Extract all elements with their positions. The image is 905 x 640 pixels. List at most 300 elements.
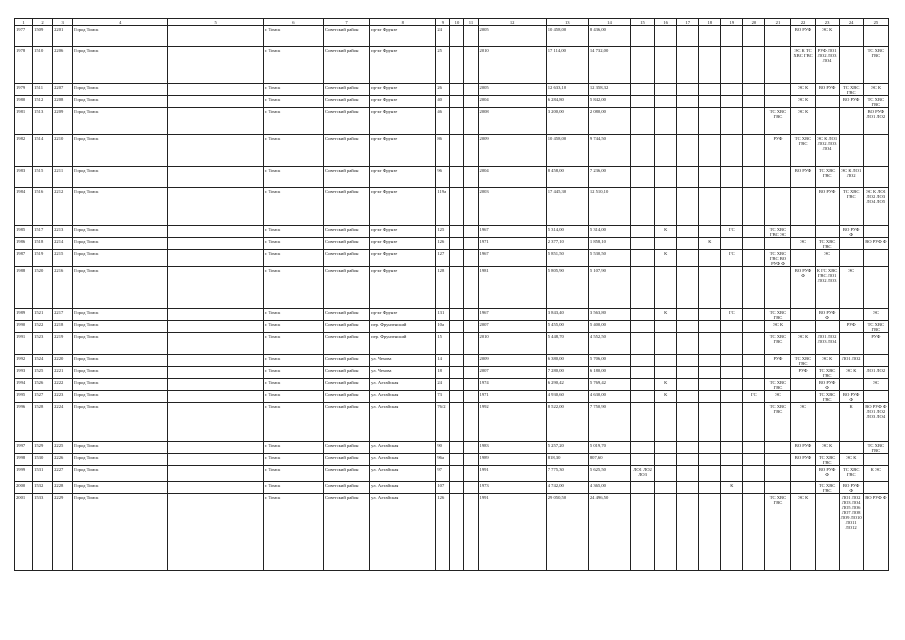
table-cell-col-19 bbox=[721, 379, 743, 391]
table-cell-col-24: ТС ХВС ГВС bbox=[839, 84, 863, 96]
table-cell-col-23: ВО РУФ Ф bbox=[815, 379, 839, 391]
table-cell-col-22: ЭС К bbox=[791, 96, 815, 108]
table-cell-col-7: Советский район bbox=[324, 391, 370, 403]
table-cell-col-7: Советский район bbox=[324, 226, 370, 238]
table-cell-col-18 bbox=[699, 26, 721, 47]
table-cell-col-23 bbox=[815, 403, 839, 442]
table-cell-col-2: 1516 bbox=[33, 188, 53, 226]
table-cell-col-7: Советский район bbox=[324, 333, 370, 355]
table-cell-col-12: 2007 bbox=[478, 367, 546, 379]
table-cell-col-18 bbox=[699, 267, 721, 309]
table-cell-col-18 bbox=[699, 135, 721, 167]
table-cell-col-10 bbox=[450, 267, 464, 309]
table-cell-col-20 bbox=[743, 267, 765, 309]
table-cell-col-6: г. Томск bbox=[263, 466, 323, 482]
table-cell-col-16: К bbox=[655, 309, 677, 321]
table-cell-col-15 bbox=[631, 135, 655, 167]
table-cell-col-22 bbox=[791, 482, 815, 494]
table-cell-col-11 bbox=[464, 355, 478, 367]
table-cell-col-18 bbox=[699, 108, 721, 135]
table-cell-col-21: ТС ХВС ГВС bbox=[765, 309, 791, 321]
table-row bbox=[15, 442, 889, 454]
table-cell-col-4: Город Томск bbox=[73, 442, 168, 454]
table-cell-col-5 bbox=[168, 482, 263, 494]
table-cell-col-22 bbox=[791, 309, 815, 321]
table-cell-col-7: Советский район bbox=[324, 482, 370, 494]
table-cell-col-1: 1989 bbox=[15, 309, 33, 321]
table-cell-col-9: 128 bbox=[436, 267, 450, 309]
table-cell-col-4: Город Томск bbox=[73, 267, 168, 309]
table-cell-col-3: 2215 bbox=[53, 250, 73, 267]
table-cell-col-25: К ЭС bbox=[863, 466, 888, 482]
table-cell-col-17 bbox=[677, 391, 699, 403]
column-number-cell: 8 bbox=[370, 19, 436, 26]
table-cell-col-16 bbox=[655, 167, 677, 188]
table-cell-col-24 bbox=[839, 250, 863, 267]
table-cell-col-10 bbox=[450, 403, 464, 442]
table-cell-col-25: ЛО1 ЛО2 bbox=[863, 367, 888, 379]
column-number-cell: 12 bbox=[478, 19, 546, 26]
table-cell-col-14: 2 080,00 bbox=[588, 108, 630, 135]
table-cell-col-20 bbox=[743, 226, 765, 238]
table-cell-col-16 bbox=[655, 367, 677, 379]
table-cell-col-25 bbox=[863, 135, 888, 167]
table-cell-col-8: ул. Алтайская bbox=[370, 494, 436, 571]
table-cell-col-19 bbox=[721, 267, 743, 309]
table-cell-col-15 bbox=[631, 321, 655, 333]
table-cell-col-6: г. Томск bbox=[263, 454, 323, 466]
table-cell-col-2: 1522 bbox=[33, 321, 53, 333]
table-cell-col-21: ТС ХВС ГВС bbox=[765, 108, 791, 135]
table-cell-col-1: 1983 bbox=[15, 167, 33, 188]
column-number-cell: 2 bbox=[33, 19, 53, 26]
table-cell-col-2: 1525 bbox=[33, 367, 53, 379]
table-cell-col-10 bbox=[450, 391, 464, 403]
table-cell-col-18: К bbox=[699, 238, 721, 250]
table-cell-col-2: 1517 bbox=[33, 226, 53, 238]
table-cell-col-20 bbox=[743, 403, 765, 442]
table-cell-col-5 bbox=[168, 250, 263, 267]
table-cell-col-23: РУФ ЛО1 ЛО2 ЛО3 ЛО4 bbox=[815, 47, 839, 84]
table-cell-col-15 bbox=[631, 333, 655, 355]
table-cell-col-8: пр-кт Фрунзе bbox=[370, 108, 436, 135]
table-cell-col-11 bbox=[464, 403, 478, 442]
table-cell-col-14: 12 358,32 bbox=[588, 84, 630, 96]
table-cell-col-25: ТС ХВС ГВС bbox=[863, 96, 888, 108]
table-cell-col-18 bbox=[699, 482, 721, 494]
table-cell-col-23: ВО РУФ Ф bbox=[815, 309, 839, 321]
table-cell-col-8: ул. Алтайская bbox=[370, 466, 436, 482]
table-cell-col-8: ул. Алтайская bbox=[370, 454, 436, 466]
table-cell-col-8: ул. Алтайская bbox=[370, 379, 436, 391]
table-cell-col-16 bbox=[655, 494, 677, 571]
table-cell-col-9: 40 bbox=[436, 96, 450, 108]
column-number-cell: 24 bbox=[839, 19, 863, 26]
table-cell-col-20 bbox=[743, 321, 765, 333]
table-cell-col-24: ЭС К ЛО1 ЛО2 bbox=[839, 167, 863, 188]
table-cell-col-1: 1994 bbox=[15, 379, 33, 391]
table-cell-col-21 bbox=[765, 167, 791, 188]
table-cell-col-24 bbox=[839, 442, 863, 454]
table-cell-col-11 bbox=[464, 84, 478, 96]
column-number-cell: 21 bbox=[765, 19, 791, 26]
table-cell-col-20 bbox=[743, 482, 765, 494]
table-cell-col-3: 2224 bbox=[53, 403, 73, 442]
table-cell-col-20 bbox=[743, 188, 765, 226]
table-cell-col-15 bbox=[631, 250, 655, 267]
table-cell-col-8: пр-кт Фрунзе bbox=[370, 267, 436, 309]
table-cell-col-6: г. Томск bbox=[263, 135, 323, 167]
table-cell-col-18 bbox=[699, 84, 721, 96]
table-cell-col-20 bbox=[743, 108, 765, 135]
table-cell-col-23: ЛО1 ЛО2 ЛО3 ЛО4 bbox=[815, 333, 839, 355]
table-cell-col-7: Советский район bbox=[324, 355, 370, 367]
table-cell-col-17 bbox=[677, 238, 699, 250]
table-cell-col-25: ТС ХВС ГВС bbox=[863, 47, 888, 84]
table-cell-col-15 bbox=[631, 108, 655, 135]
table-cell-col-4: Город Томск bbox=[73, 466, 168, 482]
table-cell-col-8: пр-кт Фрунзе bbox=[370, 135, 436, 167]
table-cell-col-21 bbox=[765, 466, 791, 482]
table-cell-col-10 bbox=[450, 26, 464, 47]
table-cell-col-2: 1518 bbox=[33, 238, 53, 250]
table-cell-col-7: Советский район bbox=[324, 188, 370, 226]
table-cell-col-19 bbox=[721, 84, 743, 96]
table-cell-col-8: пр-кт Фрунзе bbox=[370, 84, 436, 96]
column-number-cell: 4 bbox=[73, 19, 168, 26]
table-cell-col-16 bbox=[655, 442, 677, 454]
table-cell-col-25: ЭС bbox=[863, 379, 888, 391]
table-cell-col-14: 8 436,00 bbox=[588, 26, 630, 47]
table-cell-col-17 bbox=[677, 379, 699, 391]
table-row bbox=[15, 391, 889, 403]
table-cell-col-5 bbox=[168, 167, 263, 188]
table-cell-col-8: ул. Чехова bbox=[370, 367, 436, 379]
table-cell-col-5 bbox=[168, 84, 263, 96]
table-cell-col-21 bbox=[765, 47, 791, 84]
table-cell-col-13: 6 380,00 bbox=[546, 355, 588, 367]
table-cell-col-10 bbox=[450, 494, 464, 571]
table-cell-col-15 bbox=[631, 47, 655, 84]
table-cell-col-20 bbox=[743, 333, 765, 355]
column-number-cell: 5 bbox=[168, 19, 263, 26]
table-cell-col-5 bbox=[168, 379, 263, 391]
table-cell-col-16 bbox=[655, 26, 677, 47]
table-cell-col-17 bbox=[677, 26, 699, 47]
table-cell-col-22: ЭС К ТС ХВС ГВС bbox=[791, 47, 815, 84]
table-cell-col-25 bbox=[863, 391, 888, 403]
table-cell-col-3: 2217 bbox=[53, 309, 73, 321]
table-cell-col-22 bbox=[791, 379, 815, 391]
table-cell-col-24: ТС ХВС ГВС bbox=[839, 466, 863, 482]
table-cell-col-18 bbox=[699, 188, 721, 226]
table-cell-col-17 bbox=[677, 321, 699, 333]
column-number-cell: 25 bbox=[863, 19, 888, 26]
table-cell-col-18 bbox=[699, 333, 721, 355]
table-cell-col-16 bbox=[655, 403, 677, 442]
table-cell-col-15 bbox=[631, 238, 655, 250]
table-cell-col-20 bbox=[743, 84, 765, 96]
table-cell-col-5 bbox=[168, 494, 263, 571]
table-cell-col-12: 1971 bbox=[478, 391, 546, 403]
table-cell-col-4: Город Томск bbox=[73, 47, 168, 84]
table-cell-col-12: 2010 bbox=[478, 47, 546, 84]
table-cell-col-10 bbox=[450, 135, 464, 167]
table-cell-col-23: ЭС К bbox=[815, 26, 839, 47]
table-cell-col-24: ЭС bbox=[839, 267, 863, 309]
table-cell-col-5 bbox=[168, 135, 263, 167]
table-cell-col-5 bbox=[168, 333, 263, 355]
table-cell-col-3: 2210 bbox=[53, 135, 73, 167]
table-cell-col-13: 8 522,00 bbox=[546, 403, 588, 442]
table-cell-col-12: 2003 bbox=[478, 188, 546, 226]
table-cell-col-5 bbox=[168, 96, 263, 108]
table-cell-col-7: Советский район bbox=[324, 47, 370, 84]
table-cell-col-3: 2208 bbox=[53, 96, 73, 108]
table-cell-col-7: Советский район bbox=[324, 108, 370, 135]
column-number-cell: 22 bbox=[791, 19, 815, 26]
table-cell-col-11 bbox=[464, 267, 478, 309]
table-cell-col-12: 1967 bbox=[478, 250, 546, 267]
table-cell-col-20 bbox=[743, 135, 765, 167]
table-cell-col-19 bbox=[721, 167, 743, 188]
column-number-cell: 13 bbox=[546, 19, 588, 26]
table-cell-col-1: 1982 bbox=[15, 135, 33, 167]
table-cell-col-7: Советский район bbox=[324, 403, 370, 442]
table-cell-col-21 bbox=[765, 442, 791, 454]
table-cell-col-6: г. Томск bbox=[263, 309, 323, 321]
table-cell-col-15 bbox=[631, 267, 655, 309]
table-cell-col-9: 96 bbox=[436, 167, 450, 188]
table-cell-col-8: пр-кт Фрунзе bbox=[370, 26, 436, 47]
table-cell-col-3: 2225 bbox=[53, 442, 73, 454]
table-cell-col-11 bbox=[464, 108, 478, 135]
table-cell-col-21 bbox=[765, 482, 791, 494]
table-cell-col-2: 1526 bbox=[33, 379, 53, 391]
table-cell-col-18 bbox=[699, 454, 721, 466]
table-cell-col-2: 1532 bbox=[33, 482, 53, 494]
table-cell-col-13: 5 455,00 bbox=[546, 321, 588, 333]
table-cell-col-25 bbox=[863, 355, 888, 367]
table-cell-col-4: Город Томск bbox=[73, 188, 168, 226]
table-cell-col-4: Город Томск bbox=[73, 494, 168, 571]
table-cell-col-14: 7 236,00 bbox=[588, 167, 630, 188]
table-cell-col-21 bbox=[765, 26, 791, 47]
table-cell-col-16 bbox=[655, 355, 677, 367]
table-cell-col-11 bbox=[464, 26, 478, 47]
table-cell-col-10 bbox=[450, 442, 464, 454]
table-cell-col-11 bbox=[464, 226, 478, 238]
table-cell-col-11 bbox=[464, 250, 478, 267]
table-cell-col-24 bbox=[839, 333, 863, 355]
table-cell-col-13: 7 775,30 bbox=[546, 466, 588, 482]
table-cell-col-5 bbox=[168, 238, 263, 250]
table-cell-col-5 bbox=[168, 454, 263, 466]
table-cell-col-22: ТС ХВС ГВС bbox=[791, 135, 815, 167]
table-cell-col-16 bbox=[655, 47, 677, 84]
table-cell-col-19 bbox=[721, 391, 743, 403]
column-number-row bbox=[15, 19, 889, 26]
table-cell-col-16: К bbox=[655, 226, 677, 238]
table-cell-col-4: Город Томск bbox=[73, 333, 168, 355]
table-cell-col-25: ВО РУФ Ф ЛО1 ЛО2 ЛО3 ЛО4 bbox=[863, 403, 888, 442]
table-cell-col-11 bbox=[464, 96, 478, 108]
table-cell-col-9: 24 bbox=[436, 26, 450, 47]
table-cell-col-19 bbox=[721, 321, 743, 333]
table-cell-col-20 bbox=[743, 466, 765, 482]
table-cell-col-17 bbox=[677, 309, 699, 321]
table-cell-col-21: ЭС bbox=[765, 391, 791, 403]
table-cell-col-22 bbox=[791, 250, 815, 267]
table-cell-col-12: 2005 bbox=[478, 84, 546, 96]
table-cell-col-7: Советский район bbox=[324, 167, 370, 188]
column-number-cell: 7 bbox=[324, 19, 370, 26]
table-cell-col-1: 1985 bbox=[15, 226, 33, 238]
table-cell-col-20 bbox=[743, 355, 765, 367]
table-row bbox=[15, 379, 889, 391]
table-cell-col-14: 12 510,10 bbox=[588, 188, 630, 226]
table-cell-col-18 bbox=[699, 403, 721, 442]
table-cell-col-14: 5 107,90 bbox=[588, 267, 630, 309]
table-cell-col-16 bbox=[655, 108, 677, 135]
table-cell-col-2: 1511 bbox=[33, 84, 53, 96]
table-cell-col-25: РУФ bbox=[863, 333, 888, 355]
table-cell-col-17 bbox=[677, 188, 699, 226]
table-row bbox=[15, 482, 889, 494]
table-cell-col-22: ЭС К bbox=[791, 333, 815, 355]
column-number-cell: 17 bbox=[677, 19, 699, 26]
table-cell-col-20 bbox=[743, 26, 765, 47]
table-cell-col-4: Город Томск bbox=[73, 250, 168, 267]
table-cell-col-16 bbox=[655, 454, 677, 466]
table-cell-col-4: Город Томск bbox=[73, 226, 168, 238]
table-row bbox=[15, 466, 889, 482]
table-cell-col-15 bbox=[631, 226, 655, 238]
table-cell-col-22 bbox=[791, 321, 815, 333]
table-row bbox=[15, 309, 889, 321]
table-cell-col-2: 1514 bbox=[33, 135, 53, 167]
table-cell-col-4: Город Томск bbox=[73, 321, 168, 333]
table-cell-col-23: К ГС ХВС ГВС ЛО1 ЛО2 ЛО3 bbox=[815, 267, 839, 309]
table-cell-col-24: РУФ bbox=[839, 321, 863, 333]
table-row bbox=[15, 167, 889, 188]
table-cell-col-12: 2008 bbox=[478, 108, 546, 135]
table-cell-col-7: Советский район bbox=[324, 135, 370, 167]
table-cell-col-14: 5 769,42 bbox=[588, 379, 630, 391]
table-cell-col-22 bbox=[791, 391, 815, 403]
table-cell-col-14: 4 630,00 bbox=[588, 391, 630, 403]
table-cell-col-16 bbox=[655, 96, 677, 108]
table-cell-col-16 bbox=[655, 482, 677, 494]
table-row bbox=[15, 355, 889, 367]
table-cell-col-24: ЛО1 ЛО2 bbox=[839, 355, 863, 367]
column-number-cell: 10 bbox=[450, 19, 464, 26]
table-cell-col-22 bbox=[791, 466, 815, 482]
table-cell-col-19 bbox=[721, 403, 743, 442]
table-row bbox=[15, 188, 889, 226]
table-cell-col-15 bbox=[631, 403, 655, 442]
table-cell-col-16 bbox=[655, 321, 677, 333]
table-cell-col-10 bbox=[450, 309, 464, 321]
table-cell-col-10 bbox=[450, 238, 464, 250]
table-row bbox=[15, 135, 889, 167]
table-cell-col-13: 2 377,10 bbox=[546, 238, 588, 250]
table-cell-col-9: 131 bbox=[436, 309, 450, 321]
table-cell-col-12: 2007 bbox=[478, 321, 546, 333]
table-cell-col-22: ВО РУФ bbox=[791, 167, 815, 188]
table-cell-col-13: 29 050,50 bbox=[546, 494, 588, 571]
table-cell-col-20 bbox=[743, 96, 765, 108]
table-cell-col-21 bbox=[765, 367, 791, 379]
table-cell-col-23: ТС ХВС ГВС bbox=[815, 482, 839, 494]
table-row bbox=[15, 403, 889, 442]
table-cell-col-9: 86 bbox=[436, 135, 450, 167]
table-cell-col-19 bbox=[721, 494, 743, 571]
table-cell-col-7: Советский район bbox=[324, 321, 370, 333]
table-cell-col-20 bbox=[743, 367, 765, 379]
table-cell-col-24: ВО РУФ Ф bbox=[839, 391, 863, 403]
column-number-cell: 19 bbox=[721, 19, 743, 26]
table-cell-col-7: Советский район bbox=[324, 466, 370, 482]
table-cell-col-2: 1521 bbox=[33, 309, 53, 321]
table-cell-col-13: 5 257,20 bbox=[546, 442, 588, 454]
table-cell-col-23 bbox=[815, 96, 839, 108]
table-cell-col-13: 5 851,50 bbox=[546, 250, 588, 267]
table-cell-col-6: г. Томск bbox=[263, 238, 323, 250]
table-cell-col-17 bbox=[677, 226, 699, 238]
table-cell-col-1: 1977 bbox=[15, 26, 33, 47]
table-cell-col-11 bbox=[464, 442, 478, 454]
table-cell-col-8: пр-кт Фрунзе bbox=[370, 250, 436, 267]
table-cell-col-18 bbox=[699, 226, 721, 238]
table-cell-col-14: 5 400,00 bbox=[588, 321, 630, 333]
table-cell-col-21: ТС ХВС ГВС ЭС bbox=[765, 226, 791, 238]
table-cell-col-15 bbox=[631, 355, 655, 367]
table-cell-col-21 bbox=[765, 454, 791, 466]
table-cell-col-9: 26 bbox=[436, 84, 450, 96]
table-cell-col-6: г. Томск bbox=[263, 494, 323, 571]
table-cell-col-17 bbox=[677, 367, 699, 379]
table-cell-col-1: 1998 bbox=[15, 454, 33, 466]
table-cell-col-24 bbox=[839, 135, 863, 167]
table-cell-col-12: 2004 bbox=[478, 96, 546, 108]
table-cell-col-17 bbox=[677, 250, 699, 267]
table-cell-col-20 bbox=[743, 47, 765, 84]
column-number-cell: 15 bbox=[631, 19, 655, 26]
table-cell-col-15 bbox=[631, 309, 655, 321]
table-cell-col-2: 1524 bbox=[33, 355, 53, 367]
table-cell-col-9: 125 bbox=[436, 226, 450, 238]
table-cell-col-20 bbox=[743, 494, 765, 571]
table-row bbox=[15, 367, 889, 379]
table-cell-col-11 bbox=[464, 188, 478, 226]
table-cell-col-13: 7 280,00 bbox=[546, 367, 588, 379]
table-cell-col-16 bbox=[655, 84, 677, 96]
table-cell-col-4: Город Томск bbox=[73, 96, 168, 108]
table-cell-col-14: 5 706,00 bbox=[588, 355, 630, 367]
table-cell-col-6: г. Томск bbox=[263, 321, 323, 333]
table-cell-col-20 bbox=[743, 379, 765, 391]
table-cell-col-14: 6 180,00 bbox=[588, 367, 630, 379]
table-cell-col-9: 25 bbox=[436, 47, 450, 84]
table-cell-col-13: 4 742,00 bbox=[546, 482, 588, 494]
table-cell-col-12: 1974 bbox=[478, 379, 546, 391]
table-cell-col-10 bbox=[450, 321, 464, 333]
table-cell-col-24: ВО РУФ bbox=[839, 96, 863, 108]
table-cell-col-19: ГС bbox=[721, 250, 743, 267]
table-cell-col-3: 2228 bbox=[53, 482, 73, 494]
table-cell-col-7: Советский район bbox=[324, 379, 370, 391]
